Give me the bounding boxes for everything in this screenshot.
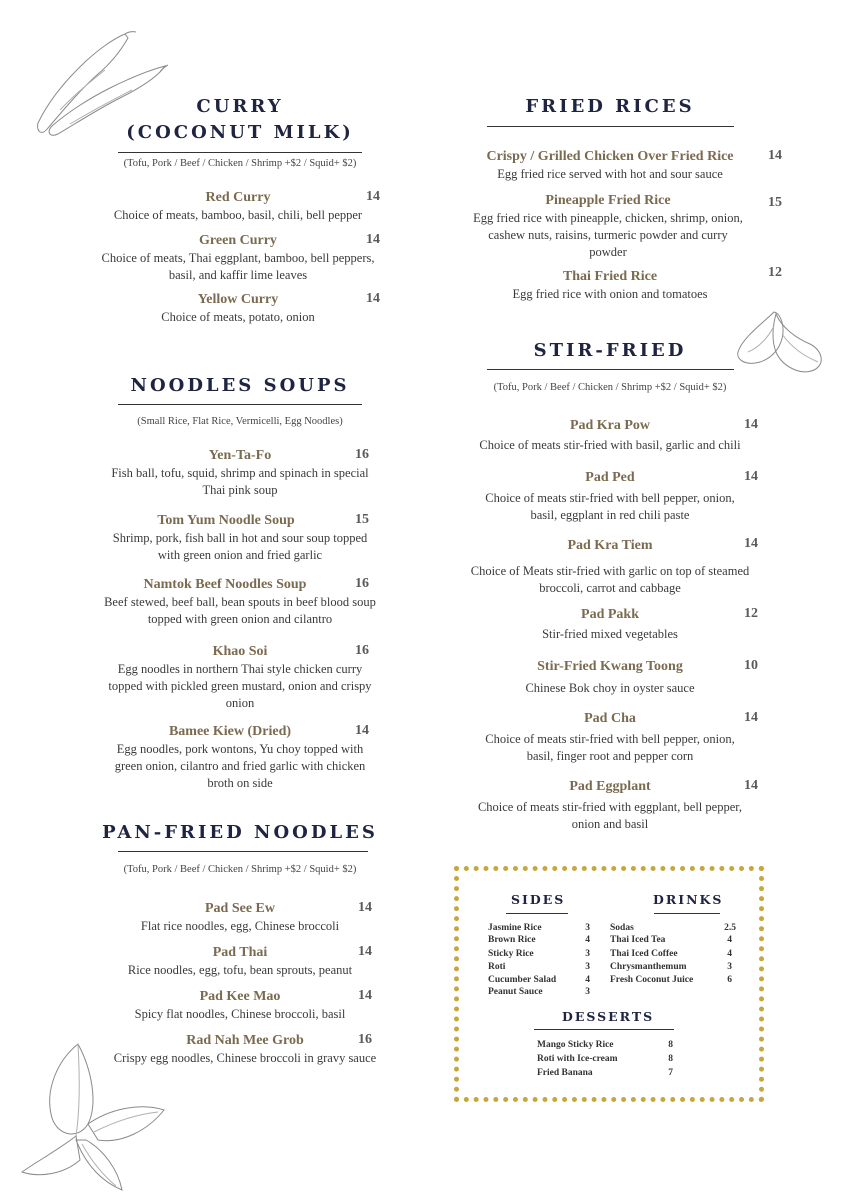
stir-fried-title: STIR-FRIED bbox=[533, 340, 687, 361]
drink-row: Chrysmanthemum 3 bbox=[610, 962, 732, 972]
dessert-row: Roti with Ice-cream 8 bbox=[537, 1054, 673, 1064]
menu-item bbox=[460, 417, 760, 454]
menu-item bbox=[452, 537, 768, 597]
drinks-list bbox=[610, 922, 736, 986]
item-name: Pad Thai bbox=[212, 945, 268, 960]
item-name: Pad Kra Pow bbox=[569, 418, 651, 433]
item-name: Pad Eggplant bbox=[569, 779, 651, 794]
menu-item bbox=[78, 232, 398, 284]
item-price: 14 bbox=[358, 900, 372, 915]
item-desc: Rice noodles, egg, tofu, bean sprouts, peanut bbox=[127, 963, 353, 977]
item-name: Green Curry bbox=[199, 233, 277, 248]
item-name: Khao Soi bbox=[212, 644, 268, 659]
item-desc: onion and basil bbox=[571, 817, 649, 831]
item-desc: topped with pickled green mustard, onion and crispy bbox=[108, 679, 372, 693]
item-desc: basil, eggplant in red chili paste bbox=[530, 508, 690, 522]
item-price: 15 bbox=[768, 195, 782, 210]
item-price: 12 bbox=[744, 606, 758, 621]
drink-row: Thai Iced Coffee 4 bbox=[610, 949, 732, 959]
menu-item bbox=[460, 268, 760, 303]
sides-list bbox=[488, 922, 590, 998]
noodle-soups-subtitle: (Small Rice, Flat Rice, Vermicelli, Egg Noodles) bbox=[137, 416, 343, 427]
menu-item bbox=[90, 988, 390, 1023]
item-price: 14 bbox=[744, 536, 758, 551]
menu-item bbox=[460, 710, 760, 765]
item-desc: broth on side bbox=[207, 776, 273, 790]
dessert-row: Mango Sticky Rice 8 bbox=[537, 1040, 673, 1050]
item-desc: Egg fried rice served with hot and sour sauce bbox=[497, 167, 723, 181]
item-name: Pad Kee Mao bbox=[199, 989, 281, 1004]
item-name: Pad Kra Tiem bbox=[567, 538, 653, 553]
item-desc: Beef stewed, beef ball, bean spouts in beef blood soup bbox=[104, 595, 376, 609]
item-desc: Egg noodles, pork wontons, Yu choy topped with bbox=[116, 742, 364, 756]
item-price: 16 bbox=[355, 447, 369, 462]
desserts-rule bbox=[534, 1029, 674, 1030]
item-name: Crispy / Grilled Chicken Over Fried Rice bbox=[486, 149, 734, 164]
menu-item bbox=[455, 192, 761, 261]
item-desc: with green onion and fried garlic bbox=[157, 548, 323, 562]
item-price: 15 bbox=[355, 512, 369, 527]
item-desc: Crispy egg noodles, Chinese broccoli in gravy sauce bbox=[113, 1051, 377, 1065]
side-row: Cucumber Salad 4 bbox=[488, 975, 590, 985]
item-desc: Stir-fried mixed vegetables bbox=[542, 627, 678, 641]
drinks-title: DRINKS bbox=[653, 892, 724, 907]
item-desc: Egg fried rice with onion and tomatoes bbox=[512, 287, 708, 301]
menu-item bbox=[88, 447, 392, 499]
item-desc: Flat rice noodles, egg, Chinese broccoli bbox=[140, 919, 340, 933]
item-name: Thai Fried Rice bbox=[562, 269, 658, 284]
menu-item bbox=[460, 658, 760, 697]
item-price: 14 bbox=[744, 778, 758, 793]
drinks-rule bbox=[654, 913, 720, 914]
menu-item bbox=[88, 291, 388, 326]
item-name: Pad Ped bbox=[585, 470, 635, 485]
sides-rule bbox=[506, 913, 568, 914]
item-name: Tom Yum Noodle Soup bbox=[157, 513, 295, 528]
item-desc: basil, finger root and pepper corn bbox=[526, 749, 694, 763]
side-row: Roti 3 bbox=[488, 962, 590, 972]
item-price: 14 bbox=[355, 723, 369, 738]
menu-item bbox=[88, 643, 392, 712]
side-row: Brown Rice 4 bbox=[488, 935, 590, 945]
item-price: 14 bbox=[358, 988, 372, 1003]
item-name: Yellow Curry bbox=[197, 292, 279, 307]
sides-title: SIDES bbox=[511, 892, 566, 907]
item-desc: Choice of meats stir-fried with bell pepper, onion, bbox=[485, 491, 735, 505]
item-price: 10 bbox=[744, 658, 758, 673]
item-price: 16 bbox=[358, 1032, 372, 1047]
curry-subtitle: (Tofu, Pork / Beef / Chicken / Shrimp +$2 / Squid+ $2) bbox=[123, 158, 357, 169]
desserts-title: DESSERTS bbox=[562, 1009, 655, 1024]
item-desc: Choice of Meats stir-fried with garlic on top of steamed bbox=[470, 564, 750, 578]
item-desc: onion bbox=[225, 696, 255, 710]
dessert-row: Fried Banana 7 bbox=[537, 1068, 673, 1078]
curry-title: CURRY (COCONUT MILK) bbox=[126, 96, 354, 143]
item-desc: topped with green onion and cilantro bbox=[147, 612, 333, 626]
drink-row: Thai Iced Tea 4 bbox=[610, 935, 732, 945]
item-price: 16 bbox=[355, 643, 369, 658]
item-desc: Thai pink soup bbox=[202, 483, 278, 497]
curry-rule bbox=[118, 152, 362, 153]
pan-fried-subtitle: (Tofu, Pork / Beef / Chicken / Shrimp +$2 / Squid+ $2) bbox=[123, 864, 357, 875]
item-price: 14 bbox=[366, 189, 380, 204]
item-price: 14 bbox=[744, 710, 758, 725]
menu-item bbox=[84, 576, 396, 628]
item-price: 16 bbox=[355, 576, 369, 591]
stir-fried-rule bbox=[487, 369, 734, 370]
item-desc: Chinese Bok choy in oyster sauce bbox=[525, 681, 695, 695]
menu-item bbox=[460, 606, 760, 643]
stir-fried-subtitle: (Tofu, Pork / Beef / Chicken / Shrimp +$2 / Squid+ $2) bbox=[493, 382, 727, 393]
item-desc: Fish ball, tofu, squid, shrimp and spinach in special bbox=[111, 466, 369, 480]
item-name: Red Curry bbox=[205, 190, 271, 205]
item-price: 14 bbox=[366, 291, 380, 306]
menu-item bbox=[460, 148, 760, 183]
item-desc: Choice of meats stir-fried with basil, garlic and chili bbox=[479, 438, 741, 452]
item-desc: Shrimp, pork, fish ball in hot and sour soup topped bbox=[112, 531, 368, 545]
item-name: Rad Nah Mee Grob bbox=[186, 1033, 304, 1048]
item-desc: broccoli, carrot and cabbage bbox=[539, 581, 681, 595]
menu-item bbox=[88, 189, 388, 224]
item-price: 14 bbox=[366, 232, 380, 247]
menu-item bbox=[90, 944, 390, 979]
item-desc: cashew nuts, raisins, turmeric powder and curry bbox=[488, 228, 728, 242]
item-desc: Spicy flat noodles, Chinese broccoli, basil bbox=[134, 1007, 346, 1021]
item-desc: Choice of meats stir-fried with bell pepper, onion, bbox=[485, 732, 735, 746]
item-price: 12 bbox=[768, 265, 782, 280]
item-name: Namtok Beef Noodles Soup bbox=[143, 577, 307, 592]
item-desc: powder bbox=[589, 245, 627, 259]
menu-item bbox=[456, 778, 764, 833]
item-desc: Egg noodles in northern Thai style chicken curry bbox=[117, 662, 363, 676]
pan-fried-title: PAN-FRIED NOODLES bbox=[102, 822, 378, 843]
side-row: Sticky Rice 3 bbox=[488, 949, 590, 959]
item-name: Pineapple Fried Rice bbox=[545, 193, 671, 208]
noodle-soups-title: NOODLES SOUPS bbox=[130, 375, 350, 396]
item-price: 14 bbox=[768, 148, 782, 163]
drink-row: Sodas 2.5 bbox=[610, 923, 736, 933]
item-desc: Choice of meats, potato, onion bbox=[161, 310, 315, 324]
item-name: Yen-Ta-Fo bbox=[208, 448, 272, 463]
drink-row: Fresh Coconut Juice 6 bbox=[610, 975, 732, 985]
item-desc: basil, and kaffir lime leaves bbox=[168, 268, 308, 282]
item-desc: Choice of meats stir-fried with eggplant, bell pepper, bbox=[477, 800, 743, 814]
pan-fried-rule bbox=[118, 851, 368, 852]
noodle-soups-rule bbox=[118, 404, 362, 405]
menu-item bbox=[86, 1032, 404, 1067]
menu-item bbox=[88, 723, 392, 792]
item-desc: Choice of meats, bamboo, basil, chili, bell pepper bbox=[113, 208, 363, 222]
fried-rices-rule bbox=[487, 126, 734, 127]
item-name: Pad Cha bbox=[584, 711, 636, 726]
side-row: Jasmine Rice 3 bbox=[488, 923, 590, 933]
item-name: Stir-Fried Kwang Toong bbox=[537, 659, 683, 674]
fried-rices-title: FRIED RICES bbox=[525, 96, 695, 117]
item-desc: Choice of meats, Thai eggplant, bamboo, bell peppers, bbox=[101, 251, 375, 265]
item-desc: green onion, cilantro and fried garlic with chicken bbox=[114, 759, 366, 773]
item-name: Pad Pakk bbox=[581, 607, 639, 622]
desserts-list bbox=[537, 1039, 673, 1081]
item-price: 14 bbox=[744, 417, 758, 432]
item-desc: Egg fried rice with pineapple, chicken, shrimp, onion, bbox=[473, 211, 743, 225]
item-price: 14 bbox=[358, 944, 372, 959]
menu-item bbox=[460, 469, 760, 524]
item-name: Bamee Kiew (Dried) bbox=[168, 724, 292, 739]
side-row: Peanut Sauce 3 bbox=[488, 987, 590, 997]
item-price: 14 bbox=[744, 469, 758, 484]
item-name: Pad See Ew bbox=[205, 901, 275, 916]
menu-item bbox=[88, 512, 392, 564]
menu-item bbox=[90, 900, 390, 935]
